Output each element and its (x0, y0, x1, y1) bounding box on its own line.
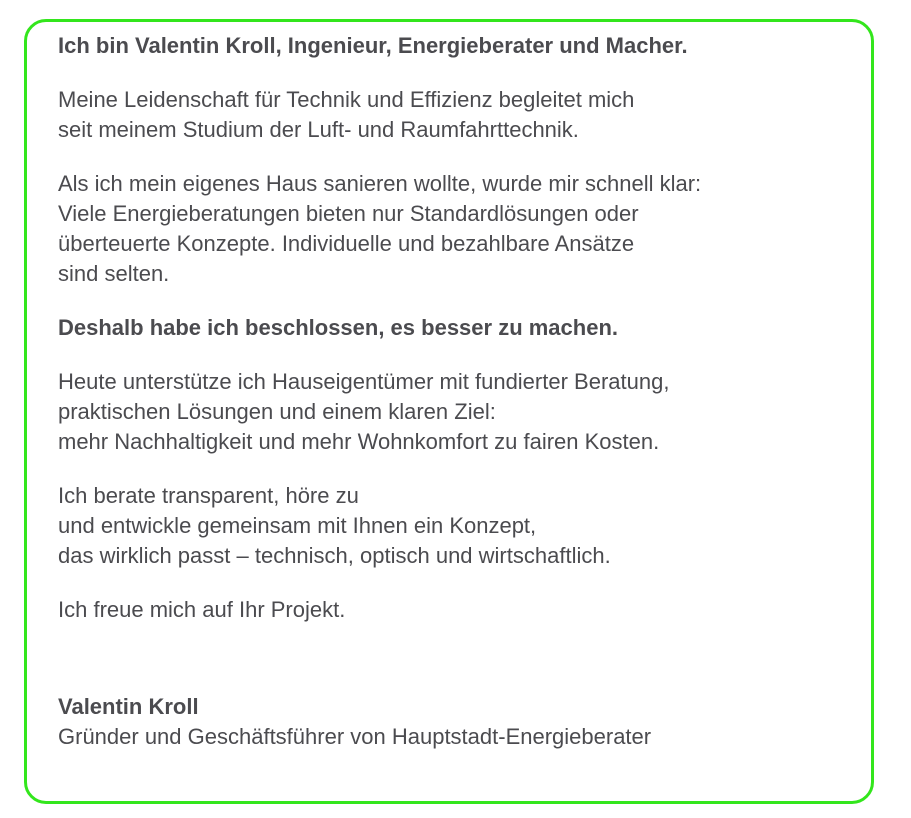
paragraph-passion: Meine Leidenschaft für Technik und Effizienz begleitet mich seit meinem Studium der Luft- und Raumfahrttechnik. (58, 87, 635, 142)
signature-name: Valentin Kroll (58, 694, 199, 719)
paragraph-today: Heute unterstütze ich Hauseigentümer mit fundierter Beratung, praktischen Lösungen und einem klaren Ziel: mehr Nachhaltigkeit und mehr Wohnkomfort zu fairen Kosten. (58, 369, 670, 454)
paragraph-decision: Deshalb habe ich beschlossen, es besser zu machen. (58, 315, 619, 340)
paragraph-approach: Ich berate transparent, höre zu und entwickle gemeinsam mit Ihnen ein Konzept, das wirklich passt – technisch, optisch und wirtschaftlich. (58, 483, 611, 568)
paragraph-story: Als ich mein eigenes Haus sanieren wollte, wurde mir schnell klar: Viele Energieberatungen bieten nur Standardlösungen oder überteuerte Konzepte. Individuelle und bezahlbare Ansätze sind selten. (58, 171, 702, 286)
signature (58, 692, 651, 752)
intro-heading: Ich bin Valentin Kroll, Ingenieur, Energieberater und Macher. (58, 33, 688, 58)
about-text (58, 31, 858, 649)
paragraph-closing: Ich freue mich auf Ihr Projekt. (58, 597, 346, 622)
signature-role: Gründer und Geschäftsführer von Hauptstadt-Energieberater (58, 724, 652, 749)
